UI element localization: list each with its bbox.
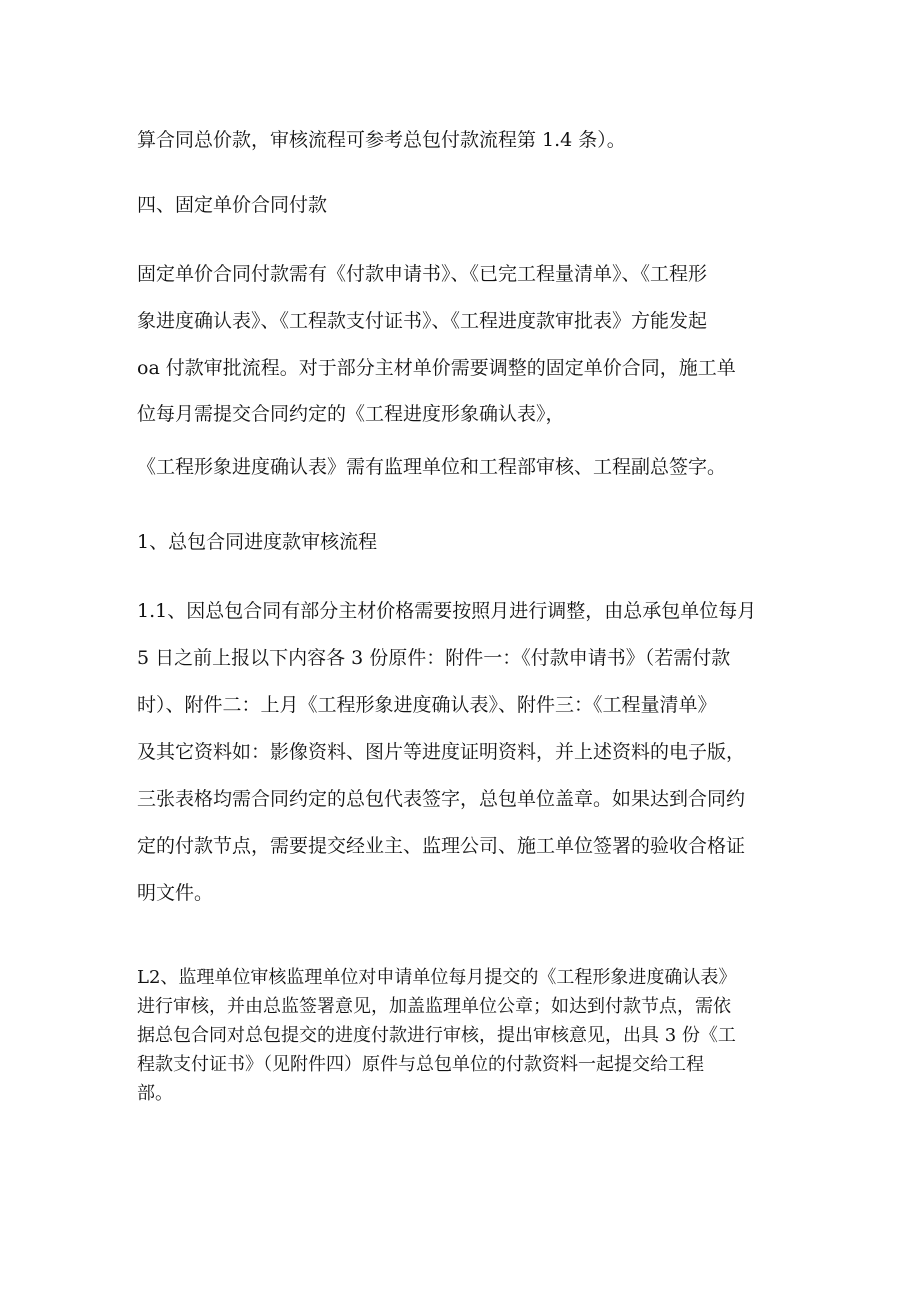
paragraph-line: 定的付款节点，需要提交经业主、监理公司、施工单位签署的验收合格证 [137, 835, 746, 857]
paragraph-line: 三张表格均需合同约定的总包代表签字，总包单位盖章。如果达到合同约 [137, 788, 746, 810]
paragraph-line: 位每月需提交合同约定的《工程进度形象确认表》， [137, 403, 565, 425]
paragraph-line: L2、监理单位审核监理单位对申请单位每月提交的《工程形象进度确认表》 [137, 967, 737, 988]
paragraph-line: 固定单价合同付款需有《付款申请书》、《已完工程量清单》、《工程形 [137, 263, 708, 285]
paragraph-line: 5 日之前上报以下内容各 3 份原件：附件一：《付款申请书》（若需付款 [137, 647, 731, 669]
paragraph-line: 明文件。 [137, 882, 214, 904]
paragraph-line: 时）、附件二：上月《工程形象进度确认表》、附件三：《工程量清单》 [137, 694, 717, 716]
subsection-heading: 1、总包合同进度款审核流程 [137, 531, 378, 553]
paragraph-line: 《工程形象进度确认表》需有监理单位和工程部审核、工程副总签字。 [137, 456, 727, 478]
paragraph-line: 及其它资料如：影像资料、图片等进度证明资料，并上述资料的电子版， [137, 741, 746, 763]
paragraph-line: 象进度确认表》、《工程款支付证书》、《工程进度款审批表》方能发起 [137, 310, 708, 332]
paragraph-line: oa 付款审批流程。对于部分主材单价需要调整的固定单价合同，施工单 [137, 357, 736, 379]
paragraph-line: 程款支付证书》（见附件四）原件与总包单位的付款资料一起提交给工程 [137, 1054, 704, 1075]
paragraph-line: 部。 [137, 1083, 173, 1104]
paragraph-line: 据总包合同对总包提交的进度付款进行审核，提出审核意见，出具 3 份《工 [137, 1025, 736, 1046]
section-heading: 四、固定单价合同付款 [137, 194, 328, 216]
paragraph-line: 1.1、因总包合同有部分主材价格需要按照月进行调整，由总承包单位每月 [137, 600, 757, 622]
paragraph-line: 进行审核，并由总监签署意见，加盖监理单位公章；如达到付款节点，需依 [137, 996, 731, 1017]
paragraph-line: 算合同总价款，审核流程可参考总包付款流程第 1.4 条）。 [137, 129, 626, 151]
